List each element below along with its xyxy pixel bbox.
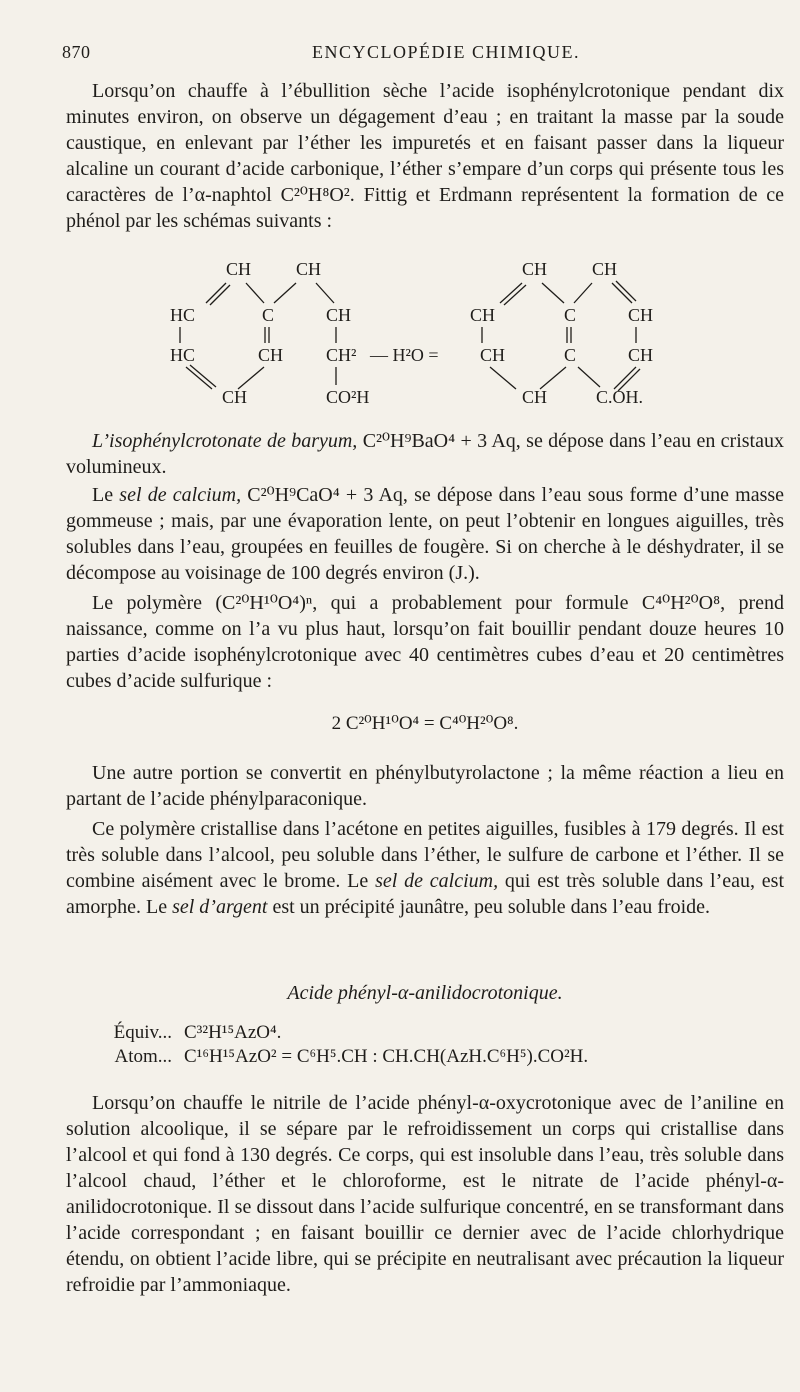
paragraph-intro [66,78,784,234]
left-r3c: CH² [326,345,357,365]
right-bottom1: CH [522,387,548,407]
paragraph-intro-text: Lorsqu’on chauffe à l’ébullition sèche l’acide isophénylcrotonique pendant dix minutes environ, on observe un dégagement d’eau ; en traitant la masse par la soude caustique, en enlevant par l’éther les impuretés et en faisant passer dans la liqueur alcaline un courant d’acide carbonique, l’éther s’empare d’un corps qui présente tous les caractères de l’α-naphtol [66,80,784,206]
right-r2a: CH [470,305,496,325]
lactone-text: Une autre portion se convertit en phénylbutyrolactone ; la même réaction a lieu en partant de l’acide phénylparaconique. [66,762,784,810]
barium-salt-text: C²⁰H⁹BaO⁴ + 3 Aq, se dépose dans l’eau en cristaux volumineux. [66,430,784,478]
formula-equiv-row [80,1022,281,1044]
silver-salt-name: sel d’argent [172,896,268,918]
right-r3a: CH [480,345,506,365]
left-bottom1: CH [222,387,248,407]
running-title: ENCYCLOPÉDIE CHIMIQUE. [312,42,580,62]
scheme-operator: — H²O = [370,345,439,365]
page-header [62,42,782,72]
equiv-label: Équiv... [113,1022,172,1043]
paragraph-barium-salt [66,428,784,480]
left-r2a: HC [170,305,196,325]
left-r3a: HC [170,345,196,365]
right-r2c: CH [628,305,654,325]
section-heading: Acide phényl-α-anilidocrotonique. [287,982,563,1004]
left-bottom2: CO²H [326,387,370,407]
right-bottom2: C.OH. [596,387,644,407]
paragraph-intro-tail: Fittig et Erdmann représentent la formation de ce phénol par les schémas suivants : [66,184,785,232]
paragraph-polymer [66,590,784,694]
bond-lines [180,281,640,391]
right-r2b: C [564,305,577,325]
paragraph-nitrile [66,1090,784,1298]
properties-text-c: est un précipité jaunâtre, peu soluble dans l’eau froide. [272,896,711,918]
page-number: 870 [62,42,91,62]
barium-salt-name: L’isophénylcrotonate de baryum, [92,430,358,452]
formula-atom-row [80,1046,588,1068]
equation-polymer: 2 C²⁰H¹⁰O⁴ = C⁴⁰H²⁰O⁸. [331,713,519,734]
right-r3b: C [564,345,577,365]
paragraph-calcium-salt [66,482,784,586]
calcium-salt-name: sel de calcium, [119,484,242,506]
left-top1: CH [226,259,252,279]
calcium-lead: Le [92,484,114,506]
atom-label: Atom... [114,1046,172,1067]
properties-text-a: Ce polymère cristallise dans l’acétone en petites aiguilles, fusibles à 179 degrés. Il est très soluble dans l’alcool, peu soluble dans l’éther, le sulfure de carbone et l’éther. Il se combine aisément avec le brome. Le [66,818,784,892]
calcium-salt-name-2: sel de calcium, [375,870,499,892]
left-r2b: C [262,305,275,325]
right-r3c: CH [628,345,654,365]
properties-text-b: qui est très soluble dans l’eau, est amorphe. Le [66,870,785,918]
right-top2: CH [592,259,618,279]
atom-value: C¹⁶H¹⁵AzO² = C⁶H⁵.CH : CH.CH(AzH.C⁶H⁵).CO²H. [184,1046,589,1067]
paragraph-polymer-properties [66,816,784,920]
paragraph-lactone [66,760,784,812]
calcium-salt-text: C²⁰H⁹CaO⁴ + 3 Aq, se dépose dans l’eau sous forme d’une masse gommeuse ; mais, par une évaporation lente, on peut l’obtenir en longues aiguilles, très solubles dans l’eau, groupées en feuilles de fougère. Si on cherche à le déshydrater, il se décompose au voisinage de 100 degrés environ (J.). [66,484,785,584]
naphtol-formula: C²⁰H⁸O². [280,184,355,206]
nitrile-text: Lorsqu’on chauffe le nitrile de l’acide phényl-α-oxycrotonique avec de l’aniline en solution alcoolique, il se sépare par le refroidissement un corps qui cristallise dans l’alcool et qui fond à 130 degrés. Ce corps, qui est insoluble dans l’eau, très soluble dans l’alcool chaud, l’éther et le chloroforme, est le nitrate de l’acide phényl-α-anilidocrotonique. Il se dissout dans l’acide sulfurique concentré, en se transformant dans l’acide correspondant ; en faisant bouillir ce dernier avec de l’acide chlorhydrique étendu, on obtient l’acide libre, qui se précipite en neutralisant avec précaution la liqueur refroidie par l’ammoniaque. [66,1092,784,1296]
equiv-value: C³²H¹⁵AzO⁴. [184,1022,282,1043]
left-r2c: CH [326,305,352,325]
left-top2: CH [296,259,322,279]
right-top1: CH [522,259,548,279]
left-r3b: CH [258,345,284,365]
reaction-scheme [150,255,690,415]
polymer-text: Le polymère (C²⁰H¹⁰O⁴)ⁿ, qui a probablement pour formule C⁴⁰H²⁰O⁸, prend naissance, comme on l’a vu plus haut, lorsqu’on fait bouillir pendant douze heures 10 parties d’acide isophénylcrotonique avec 40 centimètres cubes d’eau et 20 centimètres cubes d’acide sulfurique : [66,592,784,692]
